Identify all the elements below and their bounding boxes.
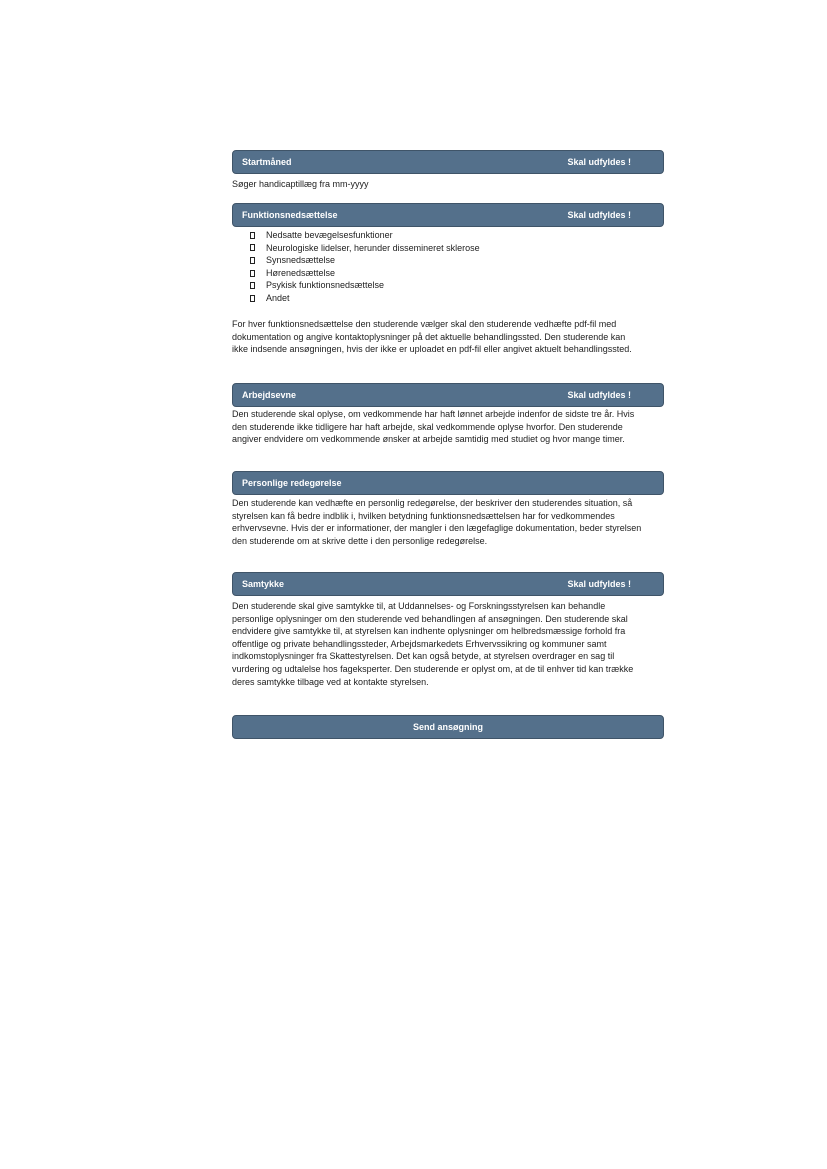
- work-description: Den studerende skal oplyse, om vedkommende har haft lønnet arbejde indenfor de sidste tre år. Hvis den studerende ikke tidligere har haft arbejde, skal vedkommende oplyse hvorfor. Den studerende angiver endvidere om vedkommende ønsker at arbejde samtidig med studiet og hvor mange timer.: [232, 409, 635, 445]
- checkbox-row[interactable]: [250, 292, 480, 305]
- section-header-funktionsnedsaettelse: [232, 203, 664, 227]
- required-indicator: Skal udfyldes !: [567, 579, 631, 589]
- consent-description: Den studerende skal give samtykke til, at Uddannelses- og Forskningsstyrelsen kan behandle personlige oplysninger om den studerende ved behandlingen af ansøgningen. Den studerende skal endvidere give samtykke til, at styrelsen kan indhente oplysninger om helbredsmæssige forhold fra offentlige og private behandlingssteder, Arbejdsmarkedets Erhvervssikring og kommuner samt indkomstoplysninger fra Skattestyrelsen. Det kan også betyde, at styrelsen overdrager en sag til vurdering og udtalelse hos fageksperter. Den studerende er oplyst om, at de til enhver tid kan trække deres samtykke tilbage ved at kontakte styrelsen.: [232, 601, 634, 687]
- checkbox[interactable]: [250, 257, 255, 264]
- checkbox[interactable]: [250, 282, 255, 289]
- start-month-value[interactable]: Søger handicaptillæg fra mm-yyyy: [232, 179, 369, 189]
- section-title: Samtykke: [242, 579, 285, 589]
- checkbox-row[interactable]: [250, 242, 480, 255]
- section-title: Funktionsnedsættelse: [242, 210, 338, 220]
- consent-text: [232, 600, 642, 688]
- work-text: [232, 408, 642, 446]
- section-header-personlige-redegoerelse: [232, 471, 664, 495]
- checkbox-row[interactable]: [250, 267, 480, 280]
- checkbox-label: Nedsatte bevægelsesfunktioner: [266, 230, 393, 240]
- checkbox[interactable]: [250, 295, 255, 302]
- personal-description: Den studerende kan vedhæfte en personlig redegørelse, der beskriver den studerendes situation, så styrelsen kan få bedre indblik i, hvilken betydning funktionsnedsættelsen har for vedkommendes erhvervsevne. Hvis der er informationer, der mangler i den lægefaglige dokumentation, beder styrelsen den studerende om at skrive dette i den personlige redegørelse.: [232, 498, 642, 546]
- submit-button[interactable]: [232, 715, 664, 739]
- section-title: Personlige redegørelse: [242, 478, 342, 488]
- checkbox-row[interactable]: [250, 279, 480, 292]
- checkbox-row[interactable]: [250, 229, 480, 242]
- required-indicator: Skal udfyldes !: [567, 157, 631, 167]
- function-note-text: For hver funktionsnedsættelse den studerende vælger skal den studerende vedhæfte pdf-fil med dokumentation og angive kontaktoplysninger på det aktuelle behandlingssted. Den studerende kan ikke indsende ansøgningen, hvis der ikke er uploadet en pdf-fil eller angivet aktuelt behandlingssted.: [232, 319, 632, 355]
- checkbox-row[interactable]: [250, 254, 480, 267]
- required-indicator: Skal udfyldes !: [567, 210, 631, 220]
- checkbox-label: Psykisk funktionsnedsættelse: [266, 280, 385, 291]
- required-indicator: Skal udfyldes !: [567, 390, 631, 400]
- checkbox-label: Neurologiske lidelser, herunder dissemineret sklerose: [266, 242, 480, 253]
- submit-label: Send ansøgning: [412, 722, 483, 732]
- checkbox[interactable]: [250, 244, 255, 251]
- section-title: Startmåned: [242, 157, 292, 167]
- checkbox-label: Andet: [266, 292, 290, 303]
- checkbox-label: Synsnedsættelse: [266, 255, 336, 266]
- checkbox-label: Hørenedsættelse: [266, 267, 336, 278]
- checkbox[interactable]: [250, 232, 255, 239]
- function-checklist: [250, 229, 480, 305]
- checkbox[interactable]: [250, 270, 255, 277]
- function-note: [232, 318, 642, 356]
- section-header-arbejdsevne: [232, 383, 664, 407]
- section-header-startmaaned: [232, 150, 664, 174]
- personal-text: [232, 497, 642, 547]
- section-title: Arbejdsevne: [242, 390, 297, 400]
- start-month-text: [232, 178, 642, 191]
- section-header-samtykke: [232, 572, 664, 596]
